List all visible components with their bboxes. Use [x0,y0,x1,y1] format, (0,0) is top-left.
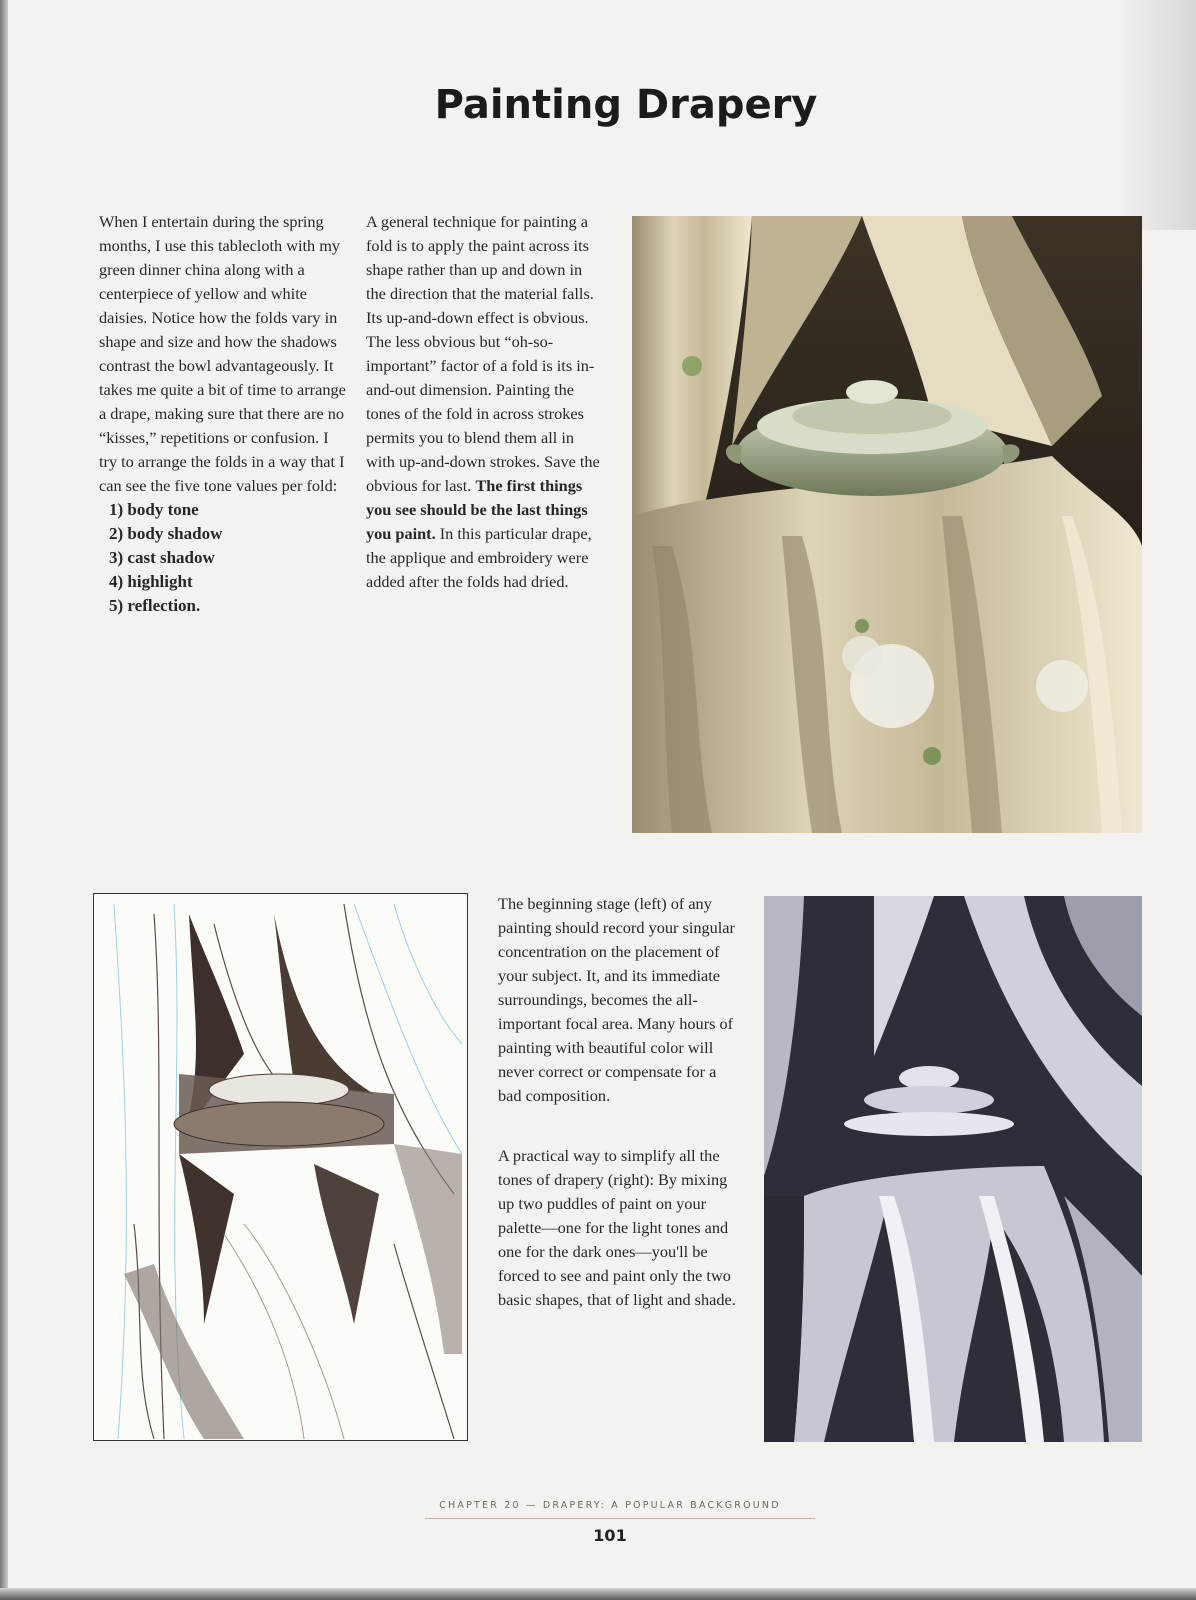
intro-column [99,210,347,618]
value-study-illustration [764,896,1142,1442]
beginning-stage-caption: The beginning stage (left) of any painting should record your singular concentration on the placement of your subject. It, and its immediate surroundings, becomes the all-important focal area. Many hours of painting with beautiful color will never correct or compensate for a bad composition. [498,894,735,1105]
pencil-sketch-illustration [93,893,468,1441]
tone-value-item: 3) cast shadow [109,548,215,567]
chapter-footer: CHAPTER 20 — DRAPERY: A POPULAR BACKGROUND [439,1500,781,1511]
footer-rule [425,1518,815,1519]
tone-value-item: 1) body tone [109,500,199,519]
technique-paragraph [366,210,606,594]
technique-column [366,210,606,594]
tone-value-item: 4) highlight [109,572,193,591]
tone-value-item: 2) body shadow [109,524,223,543]
tone-values-list [99,498,347,618]
page-number: 101 [593,1526,627,1545]
drapery-painting-illustration [632,216,1142,833]
page-edge-bottom [0,1588,1196,1600]
simplify-tones-caption: A practical way to simplify all the tones of drapery (right): By mixing up two puddles of paint on your palette—one for the light tones and one for the dark ones—you'll be forced to see and paint only the two basic shapes, that of light and shade. [498,1146,736,1309]
page-edge-left [0,0,8,1600]
intro-paragraph: When I entertain during the spring months, I use this tablecloth with my green dinner china along with a centerpiece of yellow and white daisies. Notice how the folds vary in shape and size and how the shadows contrast the bowl advantageously. It takes me quite a bit of time to arrange a drape, making sure that there are no “kisses,” repetitions or confusion. I try to arrange the folds in a way that I can see the five tone values per fold: [99,212,346,495]
page-title: Painting Drapery [434,82,818,128]
caption-column [498,892,738,1312]
tone-value-item: 5) reflection. [109,596,201,615]
technique-emphasis: The first things you see should be the last things you paint. [366,476,588,543]
technique-text-end: In this particular drape, the applique and embroidery were added after the folds had dried. [366,524,592,591]
technique-text-start: A general technique for painting a fold is to apply the paint across its shape rather than up and down in the direction that the material falls. Its up-and-down effect is obvious. The less obvious but “oh-so-important” factor of a fold is its in-and-out dimension. Painting the tones of the fold in across strokes permits you to blend them all in with up-and-down strokes. Save the obvious for last. [366,212,600,495]
